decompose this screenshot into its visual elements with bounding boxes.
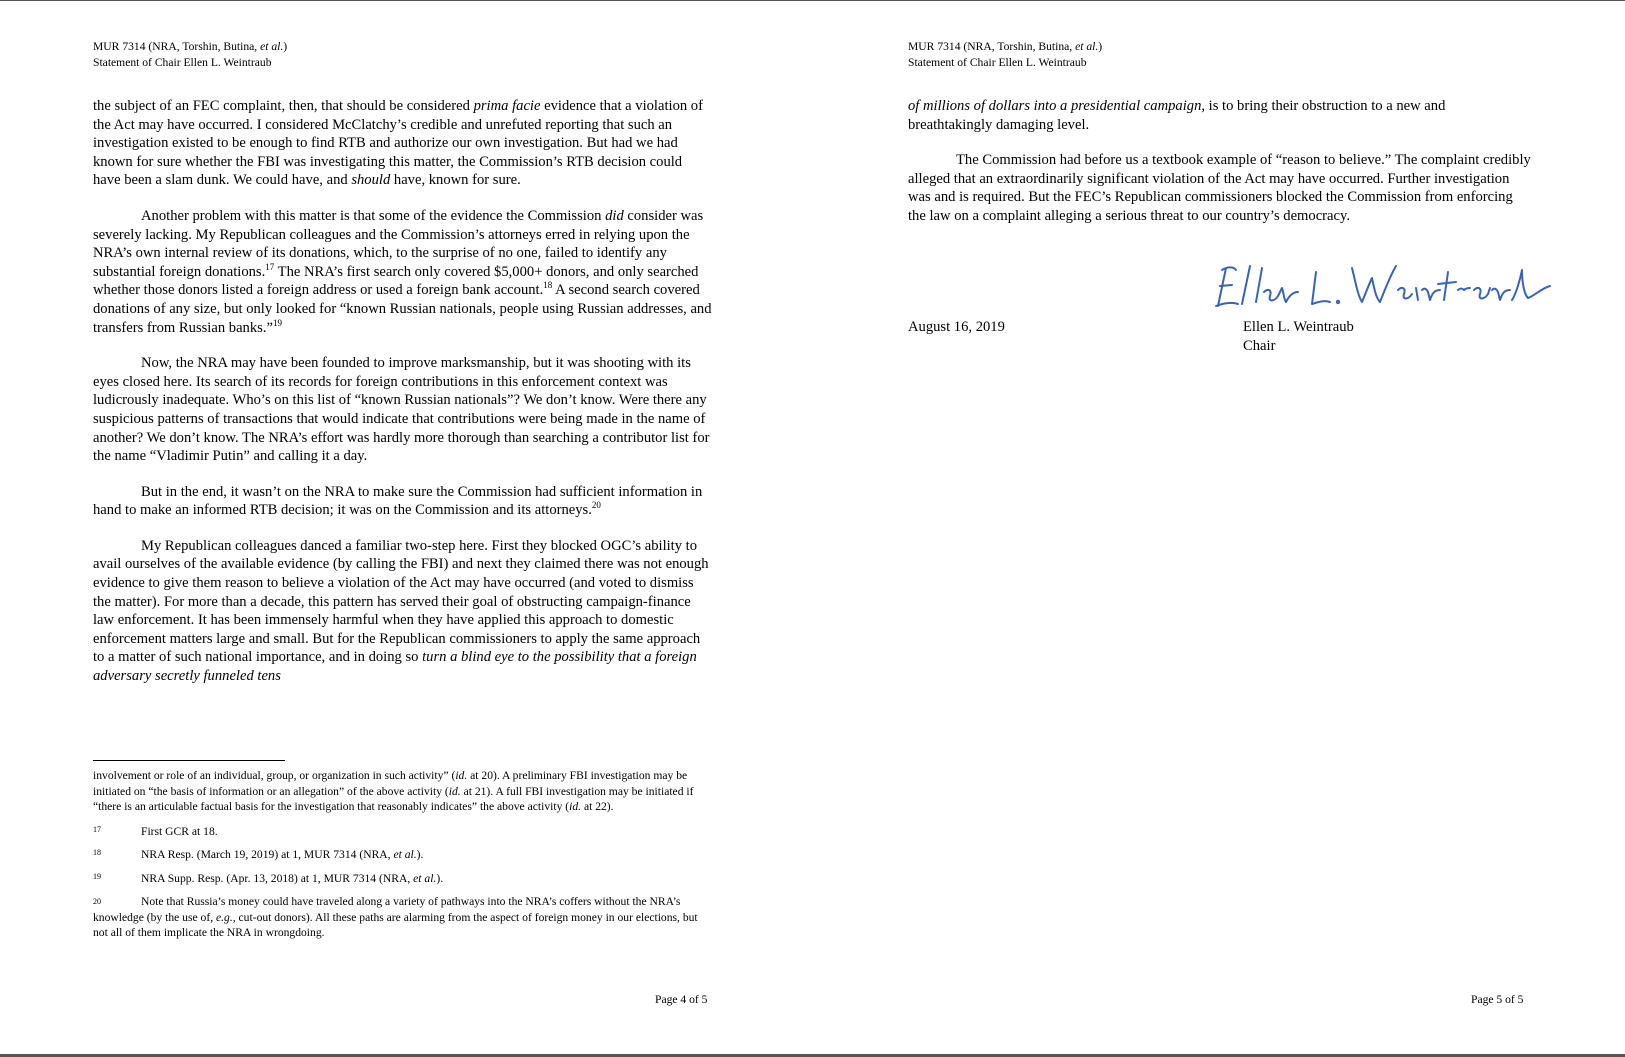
signatory-title: Chair: [1243, 338, 1276, 354]
page-4: [0, 0, 812, 1054]
footnote-ref-17[interactable]: 17: [265, 261, 275, 272]
footnote-18: 18 NRA Resp. (March 19, 2019) at 1, MUR 7314 (NRA, et al.).: [93, 848, 424, 861]
page-5: [812, 0, 1625, 1054]
paragraph-2: Another problem with this matter is that some of the evidence the Commission did consider was severely lacking. My Republican colleagues and the Commission’s attorneys erred in relying upon the NRA’s own internal review of its donations, which, to the surprise of no one, failed to identify any substantial foreign donations.$^{17}$ The NRA’s first search only covered $5,000+ donors, and only searched whether those donors listed a foreign address or used a foreign bank account.$^{18}$ A second search covered donations of any size, but only looked for “known Russian nationals, people using Russian addresses, and transfers from Russian banks.”$^{19}$: [93, 207, 712, 336]
running-header: [93, 39, 287, 71]
header-line-1: MUR 7314 (NRA, Torshin, Butina, et al.): [908, 40, 1103, 53]
page-number: Page 5 of 5: [1471, 993, 1524, 1006]
footnote-ref-18[interactable]: 18: [543, 280, 553, 291]
running-header: [908, 39, 1102, 71]
footnote-19: 19 NRA Supp. Resp. (Apr. 13, 2018) at 1, MUR 7314 (NRA, et al.).: [93, 871, 444, 885]
footnote-separator: [93, 760, 285, 761]
paragraph-4: But in the end, it wasn’t on the NRA to make sure the Commission had sufficient information in hand to make an informed RTB decision; it was on the Commission and its attorneys.$^{20}$: [93, 483, 703, 519]
signature-date: August 16, 2019: [908, 319, 1005, 335]
header-line-1: MUR 7314 (NRA, Torshin, Butina, et al.): [93, 40, 288, 53]
header-line-2: Statement of Chair Ellen L. Weintraub: [908, 56, 1087, 69]
footnote-ref-19[interactable]: 19: [272, 317, 282, 328]
body-text: [908, 97, 1533, 243]
footnotes: [93, 768, 713, 949]
paragraph-2: The Commission had before us a textbook example of “reason to believe.” The complaint credibly alleged that an extraordinarily significant violation of the Act may have occurred. Further investigation was and is required. But the FEC’s Republican commissioners blocked the Commission from enforcing the law on a complaint alleging a serious threat to our country’s democracy.: [908, 152, 1531, 224]
header-line-2: Statement of Chair Ellen L. Weintraub: [93, 56, 272, 69]
footnote-ref-20[interactable]: 20: [591, 500, 601, 511]
body-text: [93, 97, 713, 703]
paragraph-5: My Republican colleagues danced a familiar two-step here. First they blocked OGC’s ability to avail ourselves of the available evidence (by calling the FBI) and next they claimed there was not enough evidence to give them reason to believe a violation of the Act may have occurred (and voted to dismiss the matter). For more than a decade, this pattern has served their goal of obstructing campaign-finance law enforcement. It has been immensely harmful when they have applied this approach to domestic enforcement matters large and small. But for the Republican commissioners to apply the same approach to a matter of such national importance, and in doing so turn a blind eye to the possibility that a foreign adversary secretly funneled tens: [93, 537, 709, 685]
paragraph-1: of millions of dollars into a presidential campaign, is to bring their obstruction to a new and breathtakingly damaging level.: [908, 98, 1446, 133]
footnote-20: 20 Note that Russia’s money could have traveled along a variety of pathways into the NRA’s coffers without the NRA’s knowledge (by the use of, e.g., cut-out donors). All these paths are alarming from the aspect of foreign money in our elections, but not all of them implicate the NRA in wrongdoing.: [93, 895, 698, 939]
footnote-continuation: involvement or role of an individual, group, or organization in such activity” (id. at 20). A preliminary FBI investigation may be initiated on “the basis of information or an allegation” of the above activity (id. at 21). A full FBI investigation may be initiated if “there is an articulable factual basis for the investigation that reasonably indicates” the above activity (id. at 22).: [93, 769, 694, 813]
paragraph-3: Now, the NRA may have been founded to improve marksmanship, but it was shooting with its eyes closed here. Its search of its records for foreign contributions in this enforcement context was ludicrously inadequate. Who’s on this list of “known Russian nationals”? We don’t know. Were there any suspicious patterns of transactions that would indicate that contributions were being made in the name of another? We don’t know. The NRA’s effort was hardly more thorough than searching a contributor list for the name “Vladimir Putin” and calling it a day.: [93, 355, 710, 465]
page-number: Page 4 of 5: [655, 993, 708, 1006]
signature-image: [1212, 258, 1552, 318]
signatory-name: Ellen L. Weintraub: [1243, 319, 1354, 335]
footnote-17: 17 First GCR at 18.: [93, 824, 218, 838]
paragraph-1: the subject of an FEC complaint, then, that should be considered prima facie evidence that a violation of the Act may have occurred. I considered McClatchy’s credible and unrefuted reporting that such an investigation existed to be enough to find RTB and authorize our own investigation. But had we had known for sure whether the FBI was investigating this matter, the Commission’s RTB decision could have been a slam dunk. We could have, and should have, known for sure.: [93, 98, 703, 189]
